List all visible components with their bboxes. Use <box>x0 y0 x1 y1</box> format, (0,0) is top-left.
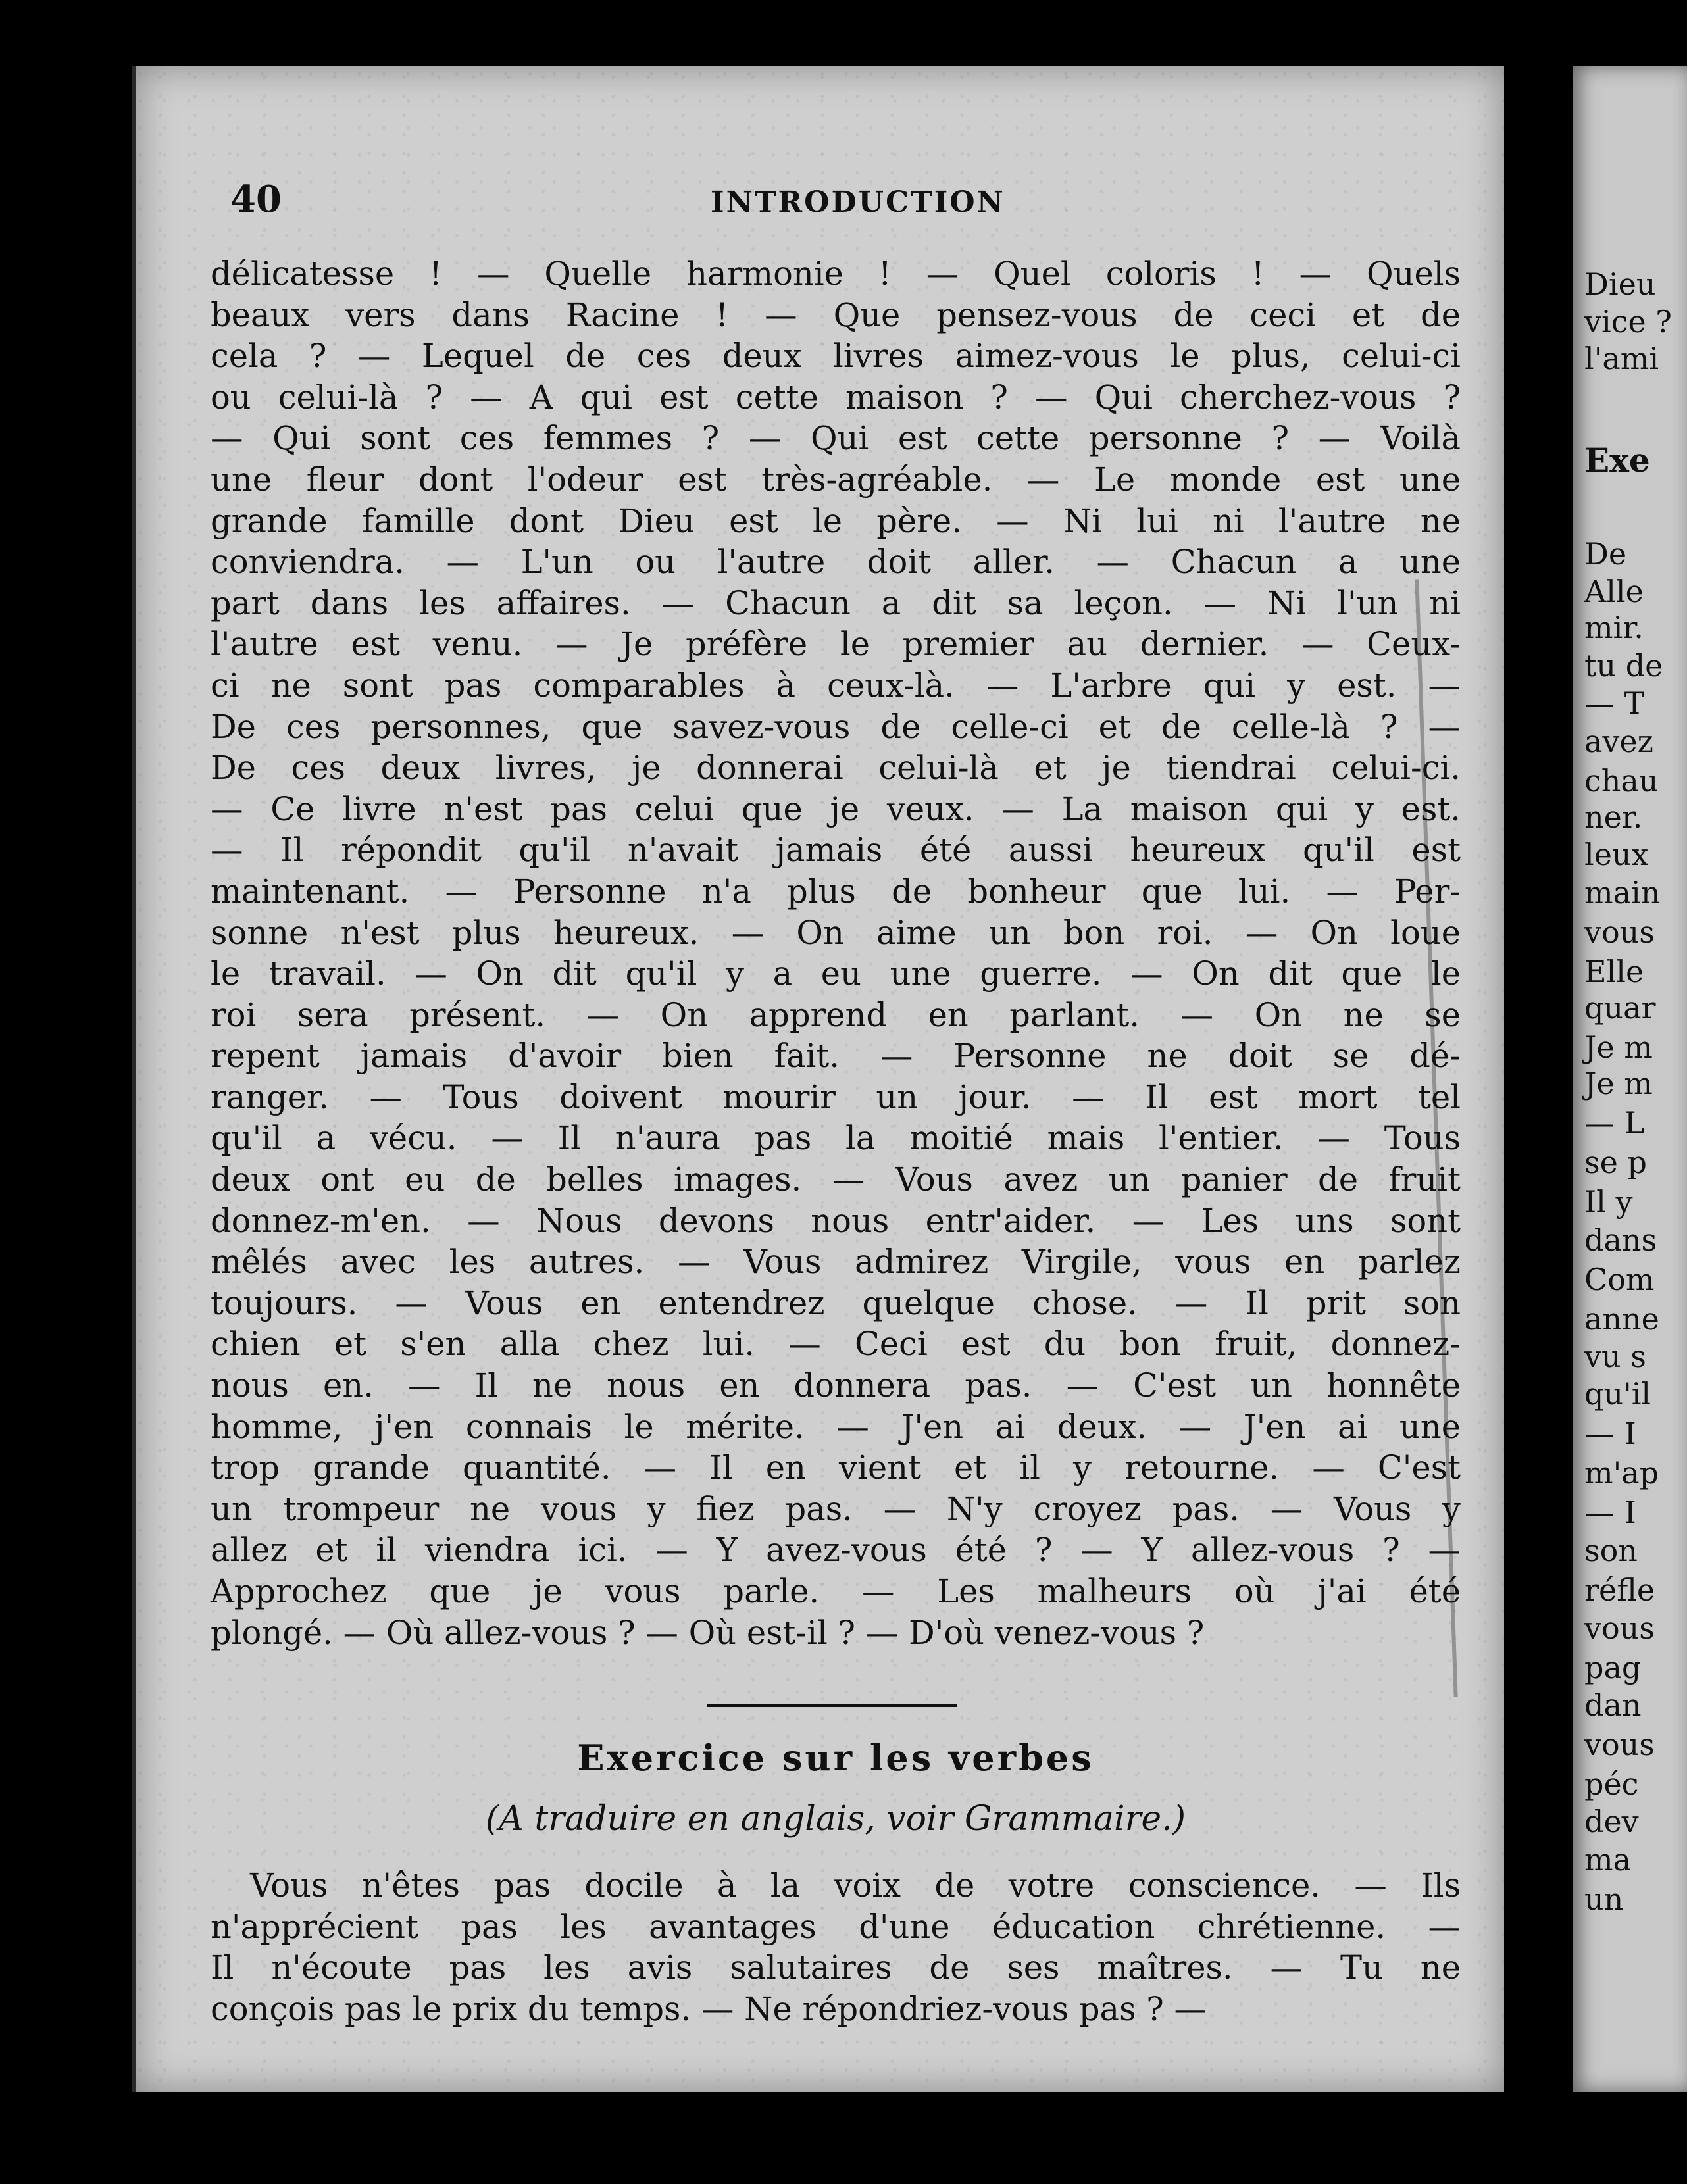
adjacent-page-line: vous <box>1584 1610 1655 1646</box>
adjacent-page-line: ma <box>1584 1842 1632 1877</box>
text-line: Approchez que je vous parle. — Les malheurs où j'ai été <box>211 1572 1461 1610</box>
adjacent-page-line: avez <box>1584 724 1653 759</box>
text-line: ci ne sont pas comparables à ceux-là. — L'arbre qui y est. — <box>211 666 1461 705</box>
text-line: l'autre est venu. — Je préfère le premier au dernier. — Ceux- <box>211 625 1461 664</box>
adjacent-page-line: Exe <box>1584 441 1650 480</box>
text-line: trop grande quantité. — Il en vient et il y retourne. — C'est <box>211 1449 1461 1487</box>
text-line: conviendra. — L'un ou l'autre doit aller. — Chacun a une <box>211 543 1461 582</box>
text-line: — Qui sont ces femmes ? — Qui est cette personne ? — Voilà <box>211 419 1461 458</box>
text-line: un trompeur ne vous y fiez pas. — N'y croyez pas. — Vous y <box>211 1489 1461 1528</box>
adjacent-page-line: se p <box>1584 1145 1647 1180</box>
adjacent-page-line: vous <box>1584 1727 1655 1762</box>
text-line: deux ont eu de belles images. — Vous avez un panier de fruit <box>211 1160 1461 1199</box>
text-line: De ces personnes, que savez-vous de celle-ci et de celle-là ? — <box>211 707 1461 746</box>
text-line: donnez-m'en. — Nous devons nous entr'aider. — Les uns sont <box>211 1201 1461 1240</box>
adjacent-page-line: quar <box>1584 990 1656 1026</box>
text-line: n'apprécient pas les avantages d'une éducation chrétienne. — <box>211 1907 1461 1946</box>
adjacent-page-line: Je m <box>1584 1030 1653 1065</box>
exercise-title: Exercice sur les verbes <box>577 1737 1094 1779</box>
text-line: part dans les affaires. — Chacun a dit sa leçon. — Ni l'un ni <box>211 583 1461 622</box>
exercise-subtitle: (A traduire en anglais, voir Grammaire.) <box>485 1799 1186 1839</box>
adjacent-page-line: — I <box>1584 1495 1636 1530</box>
adjacent-page-line: Alle <box>1584 574 1644 609</box>
section-rule <box>707 1704 957 1707</box>
adjacent-page-line: péc <box>1584 1766 1639 1802</box>
adjacent-page-line: De <box>1584 536 1627 572</box>
adjacent-page-line: qu'il <box>1584 1376 1651 1412</box>
adjacent-page-line: Dieu <box>1584 266 1656 302</box>
adjacent-page-line: l'ami <box>1584 341 1659 376</box>
adjacent-page-line: vu s <box>1584 1339 1646 1374</box>
text-line: cela ? — Lequel de ces deux livres aimez-vous le plus, celui-ci <box>211 337 1461 376</box>
text-line: repent jamais d'avoir bien fait. — Personne ne doit se dé- <box>211 1037 1461 1076</box>
text-line: ou celui-là ? — A qui est cette maison ? — Qui cherchez-vous ? <box>211 378 1461 416</box>
adjacent-page-line: vous <box>1584 914 1655 950</box>
adjacent-page-fragment <box>1573 66 1687 2092</box>
text-line: nous en. — Il ne nous en donnera pas. — C'est un honnête <box>211 1366 1461 1405</box>
exercise-text <box>211 1865 1461 2029</box>
text-line: — Ce livre n'est pas celui que je veux. — La maison qui y est. <box>211 789 1461 828</box>
text-line: délicatesse ! — Quelle harmonie ! — Quel coloris ! — Quels <box>211 255 1461 293</box>
adjacent-page-line: dans <box>1584 1222 1657 1258</box>
adjacent-page-line: ner. <box>1584 799 1643 835</box>
text-line: conçois pas le prix du temps. — Ne répondriez-vous pas ? — <box>211 1989 1207 2028</box>
text-line: une fleur dont l'odeur est très-agréable. — Le monde est une <box>211 460 1461 499</box>
text-line: ranger. — Tous doivent mourir un jour. — Il est mort tel <box>211 1078 1461 1116</box>
text-line: le travail. — On dit qu'il y a eu une guerre. — On dit que le <box>211 955 1461 993</box>
book-gutter <box>1517 0 1536 2184</box>
adjacent-page-line: Il y <box>1584 1184 1633 1220</box>
text-line: grande famille dont Dieu est le père. — Ni lui ni l'autre ne <box>211 501 1461 540</box>
adjacent-page-line: — L <box>1584 1105 1645 1141</box>
adjacent-page-line: chau <box>1584 763 1659 799</box>
text-line: plongé. — Où allez-vous ? — Où est-il ? — D'où venez-vous ? <box>211 1613 1205 1652</box>
text-line: chien et s'en alla chez lui. — Ceci est du bon fruit, donnez- <box>211 1325 1461 1364</box>
adjacent-page-line: un <box>1584 1881 1624 1917</box>
adjacent-page-line: vice ? <box>1584 304 1672 339</box>
adjacent-page-line: tu de <box>1584 648 1663 683</box>
adjacent-page-line: Elle <box>1584 954 1644 989</box>
adjacent-page-line: pag <box>1584 1650 1642 1685</box>
adjacent-page-line: m'ap <box>1584 1455 1659 1491</box>
adjacent-page-line: mir. <box>1584 610 1644 645</box>
page-number: 40 <box>230 178 282 221</box>
text-line: De ces deux livres, je donnerai celui-là et je tiendrai celui-ci. <box>211 749 1461 787</box>
text-line: mêlés avec les autres. — Vous admirez Virgile, vous en parlez <box>211 1243 1461 1281</box>
text-line: sonne n'est plus heureux. — On aime un bon roi. — On loue <box>211 913 1461 952</box>
text-line: roi sera présent. — On apprend en parlant. — On ne se <box>211 995 1461 1034</box>
text-line: allez et il viendra ici. — Y avez-vous été ? — Y allez-vous ? — <box>211 1531 1461 1570</box>
adjacent-page-line: main <box>1584 875 1661 910</box>
text-line: qu'il a vécu. — Il n'aura pas la moitié mais l'entier. — Tous <box>211 1119 1461 1158</box>
adjacent-page-line: leux <box>1584 837 1649 872</box>
text-line: Il n'écoute pas les avis salutaires de ses maîtres. — Tu ne <box>211 1948 1461 1987</box>
adjacent-page-line: dan <box>1584 1687 1642 1723</box>
adjacent-page-line: réfle <box>1584 1572 1655 1608</box>
text-line: homme, j'en connais le mérite. — J'en ai deux. — J'en ai une <box>211 1407 1461 1446</box>
adjacent-page-line: anne <box>1584 1301 1659 1337</box>
adjacent-page-line: son <box>1584 1533 1638 1568</box>
text-line: toujours. — Vous en entendrez quelque chose. — Il prit son <box>211 1283 1461 1322</box>
adjacent-page-line: — T <box>1584 685 1645 721</box>
text-line: — Il répondit qu'il n'avait jamais été aussi heureux qu'il est <box>211 831 1461 870</box>
text-line: beaux vers dans Racine ! — Que pensez-vous de ceci et de <box>211 295 1461 334</box>
adjacent-page-line: — I <box>1584 1416 1636 1451</box>
adjacent-page-line: dev <box>1584 1804 1639 1839</box>
running-head <box>230 178 1454 230</box>
running-title: INTRODUCTION <box>711 186 1005 219</box>
text-line: maintenant. — Personne n'a plus de bonheur que lui. — Per- <box>211 872 1461 910</box>
adjacent-page-line: Je m <box>1584 1066 1653 1101</box>
body-text <box>211 253 1461 1653</box>
adjacent-page-line: Com <box>1584 1262 1655 1297</box>
text-line: Vous n'êtes pas docile à la voix de votre conscience. — Ils <box>250 1866 1461 1904</box>
